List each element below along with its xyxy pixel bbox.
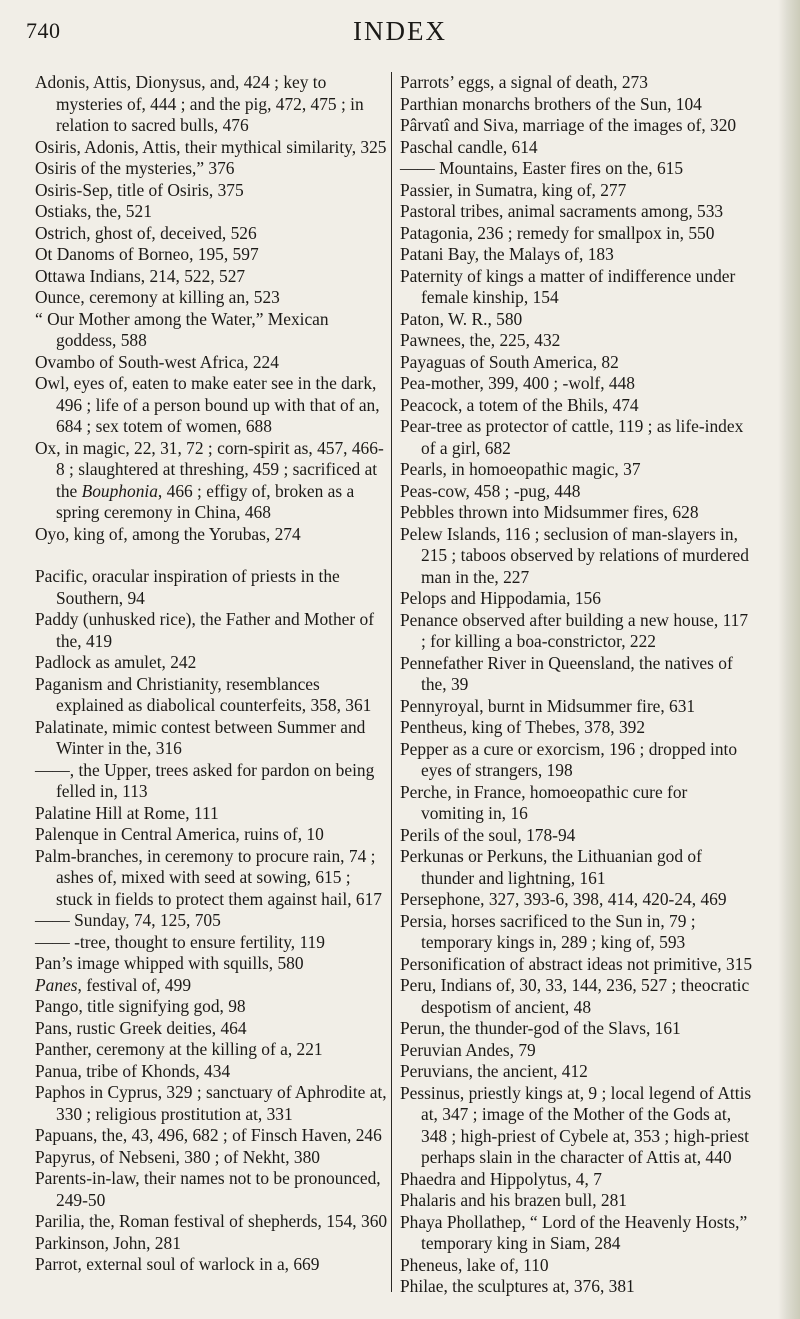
index-entry: Perkunas or Perkuns, the Lithuanian god of thunder and lightning, 161 [400,846,702,888]
page-edge-shading [778,0,800,1319]
index-entry: Perun, the thunder-god of the Slavs, 161 [400,1018,681,1038]
index-entry: —— -tree, thought to ensure fertility, 119 [35,931,325,952]
italic-term: Bouphonia [81,480,158,501]
index-entry: Ostrich, ghost of, deceived, 526 [35,222,257,243]
index-entry: Pessinus, priestly kings at, 9 ; local legend of Attis at, 347 ; image of the Mother of the Gods at, 348 ; high-priest of Cybele at, 353 ; high-priest perhaps slain in the character of Attis at, 440 [400,1082,752,1167]
index-entry: Pans, rustic Greek deities, 464 [35,1017,247,1038]
index-column-right [400,72,754,1298]
index-entry: Panes, festival of, 499 [35,974,192,995]
index-entry: Parents-in-law, their names not to be pronounced, 249-50 [35,1168,381,1210]
index-entry: Pârvatî and Siva, marriage of the images of, 320 [400,115,737,135]
index-entry: Panther, ceremony at the killing of a, 221 [35,1039,323,1059]
index-entry: Paganism and Christianity, resemblances explained as diabolical counterfeits, 358, 361 [35,673,372,715]
index-entry: Phalaris and his brazen bull, 281 [400,1190,627,1210]
index-entry: Palenque in Central America, ruins of, 10 [35,824,324,844]
index-entry: Parthian monarchs brothers of the Sun, 104 [400,93,702,114]
index-entry: Pawnees, the, 225, 432 [400,330,561,350]
index-entry: Pebbles thrown into Midsummer fires, 628 [400,502,699,522]
index-entry: Parilia, the, Roman festival of shepherds, 154, 360 [35,1211,388,1231]
index-entry: Pentheus, king of Thebes, 378, 392 [400,717,646,737]
index-entry: Palatine Hill at Rome, 111 [35,802,219,823]
index-entry: Parrot, external soul of warlock in a, 669 [35,1254,320,1274]
index-entry: Paddy (unhusked rice), the Father and Mother of the, 419 [35,609,375,651]
index-entry: Parrots’ eggs, a signal of death, 273 [400,72,648,92]
index-entry: Pennefather River in Queensland, the natives of the, 39 [400,652,733,694]
index-entry: Owl, eyes of, eaten to make eater see in the dark, 496 ; life of a person bound up with that of an, 684 ; sex totem of women, 688 [35,373,380,436]
index-entry: Papuans, the, 43, 496, 682 ; of Finsch Haven, 246 [35,1125,382,1145]
index-entry: “ Our Mother among the Water,” Mexican goddess, 588 [35,308,329,350]
index-entry: Peruvian Andes, 79 [400,1039,536,1060]
index-entry: Pheneus, lake of, 110 [400,1254,549,1275]
index-entry: Ostiaks, the, 521 [35,201,152,221]
index-entry: Personification of abstract ideas not primitive, 315 [400,953,753,974]
index-entry: Papyrus, of Nebseni, 380 ; of Nekht, 380 [35,1146,320,1167]
index-entry: Perils of the soul, 178-94 [400,824,576,845]
index-entry: Panua, tribe of Khonds, 434 [35,1060,231,1081]
page-number: 740 [26,18,61,43]
index-entry: Patagonia, 236 ; remedy for smallpox in, 550 [400,222,715,243]
index-entry: ——, the Upper, trees asked for pardon on being felled in, 113 [35,759,375,801]
index-entry: Ovambo of South-west Africa, 224 [35,351,279,372]
index-entry: Persia, horses sacrificed to the Sun in, 79 ; temporary kings in, 289 ; king of, 593 [400,910,696,952]
italic-term: Panes [35,974,78,995]
index-entry: Oyo, king of, among the Yorubas, 274 [35,523,301,544]
index-entry: Pea-mother, 399, 400 ; -wolf, 448 [400,373,636,393]
index-entry: Pearls, in homoeopathic magic, 37 [400,459,641,479]
index-entry: Osiris of the mysteries,” 376 [35,158,235,178]
running-head: INDEX [353,16,447,46]
index-entry: Philae, the sculptures at, 376, 381 [400,1276,635,1296]
index-entry: Pennyroyal, burnt in Midsummer fire, 631 [400,695,696,716]
index-entry: —— Mountains, Easter fires on the, 615 [400,158,684,178]
index-entry: Palm-branches, in ceremony to procure rain, 74 ; ashes of, mixed with seed at sowing, 615 ; stuck in fields to protect them against hail, 617 [35,845,383,909]
index-entry: Phaedra and Hippolytus, 4, 7 [400,1168,602,1189]
index-entry: Pear-tree as protector of cattle, 119 ; as life-index of a girl, 682 [400,416,744,458]
index-entry: Pango, title signifying god, 98 [35,996,246,1016]
index-entry: —— Sunday, 74, 125, 705 [35,910,221,930]
index-entry: Ot Danoms of Borneo, 195, 597 [35,244,259,264]
index-entry: Pepper as a cure or exorcism, 196 ; dropped into eyes of strangers, 198 [400,738,738,780]
index-entry: Patani Bay, the Malays of, 183 [400,244,614,264]
index-entry: Osiris, Adonis, Attis, their mythical similarity, 325 [35,136,387,157]
index-entry: Paschal candle, 614 [400,136,538,157]
index-entry: Peas-cow, 458 ; -pug, 448 [400,480,581,501]
index-entry: Palatinate, mimic contest between Summer and Winter in the, 316 [35,716,366,758]
index-entry: Pan’s image whipped with squills, 580 [35,953,304,973]
index-entry: Persephone, 327, 393-6, 398, 414, 420-24, 469 [400,889,727,909]
index-entry: Peruvians, the ancient, 412 [400,1061,588,1081]
index-entry: Passier, in Sumatra, king of, 277 [400,179,627,200]
index-entry: Paton, W. R., 580 [400,308,523,329]
index-entry: Payaguas of South America, 82 [400,351,619,372]
index-entry: Phaya Phollathep, “ Lord of the Heavenly Hosts,” temporary king in Siam, 284 [400,1211,748,1253]
index-entry: Parkinson, John, 281 [35,1232,181,1253]
letter-section-gap [35,545,389,566]
index-entry: Padlock as amulet, 242 [35,652,197,672]
index-entry: Adonis, Attis, Dionysus, and, 424 ; key to mysteries of, 444 ; and the pig, 472, 475 ; in relation to sacred bulls, 476 [35,72,364,135]
index-entry: Ox, in magic, 22, 31, 72 ; corn-spirit as, 457, 466-8 ; slaughtered at threshing, 459 ; sacrificed at the Bouphonia, 466 ; effigy of, broken as a spring ceremony in China, 468 [35,437,384,522]
index-entry: Peru, Indians of, 30, 33, 144, 236, 527 ; theocratic despotism of ancient, 48 [400,975,750,1017]
index-entry: Ottawa Indians, 214, 522, 527 [35,265,246,286]
index-column-left [35,72,389,1276]
index-entry: Pacific, oracular inspiration of priests in the Southern, 94 [35,566,340,608]
index-entry: Pelew Islands, 116 ; seclusion of man-slayers in, 215 ; taboos observed by relations of murdered man in the, 227 [400,523,749,587]
index-entry: Paternity of kings a matter of indifference under female kinship, 154 [400,265,736,307]
index-entry: Peacock, a totem of the Bhils, 474 [400,394,639,415]
index-entry: Perche, in France, homoeopathic cure for vomiting in, 16 [400,781,688,823]
index-entry: Osiris-Sep, title of Osiris, 375 [35,179,244,200]
index-entry: Ounce, ceremony at killing an, 523 [35,287,280,307]
index-entry: Penance observed after building a new house, 117 ; for killing a boa-constrictor, 222 [400,609,749,651]
index-entry: Paphos in Cyprus, 329 ; sanctuary of Aphrodite at, 330 ; religious prostitution at, 331 [35,1082,387,1124]
index-entry: Pastoral tribes, animal sacraments among, 533 [400,201,724,221]
index-entry: Pelops and Hippodamia, 156 [400,588,601,608]
column-divider [391,72,392,1292]
